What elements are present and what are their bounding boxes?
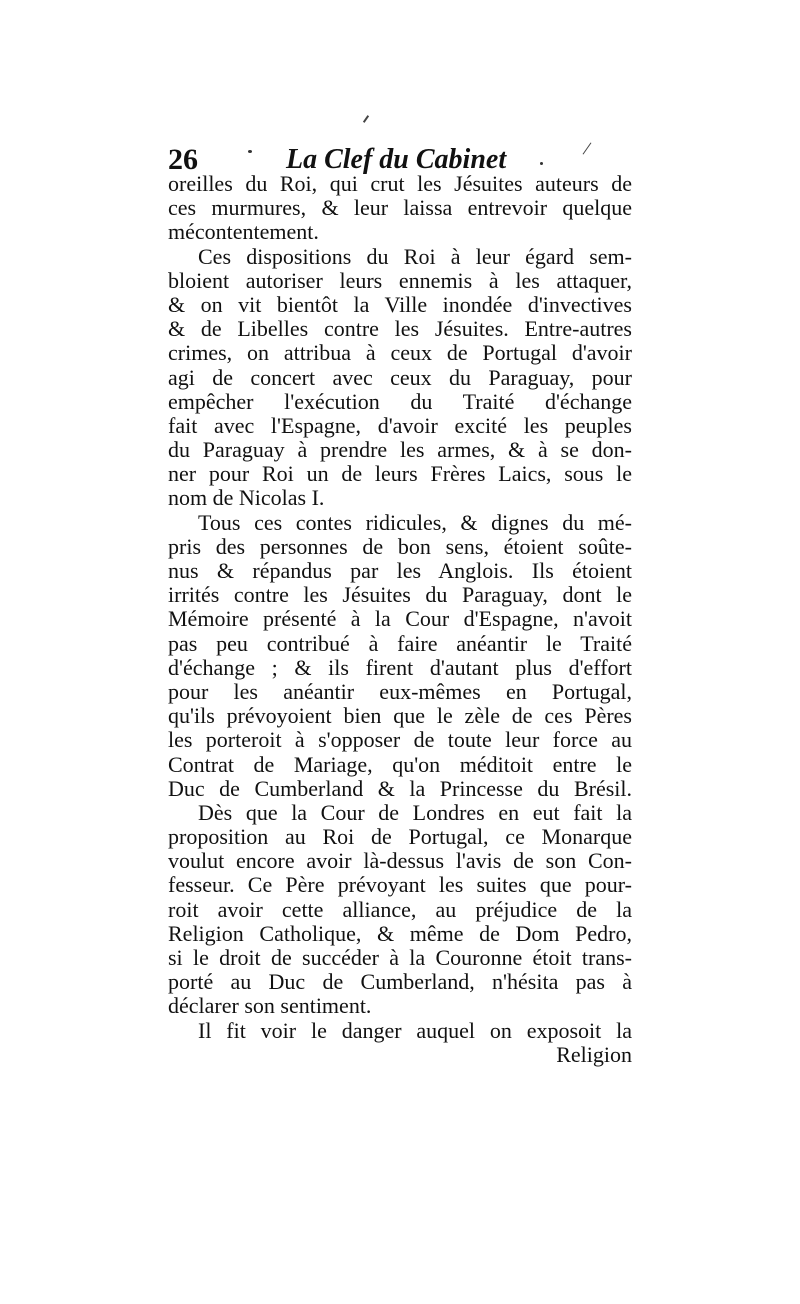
text-line: empêcher l'exécution du Traité d'échange <box>168 388 632 414</box>
text-line: fait avec l'Espagne, d'avoir excité les peuples <box>168 412 632 438</box>
text-line: pas peu contribué à faire anéantir le Traité <box>168 630 632 656</box>
text-line: les porteroit à s'opposer de toute leur force au <box>168 727 632 753</box>
text-line: voulut encore avoir là-dessus l'avis de son Con- <box>168 848 632 874</box>
text-line: nom de Nicolas I. <box>168 485 325 511</box>
text-line: ner pour Roi un de leurs Frères Laics, sous le <box>168 461 632 487</box>
text-line: Dès que la Cour de Londres en eut fait la <box>198 799 632 825</box>
text-line: crimes, on attribua à ceux de Portugal d'avoir <box>168 340 632 366</box>
text-line: Ces dispositions du Roi à leur égard sem- <box>198 243 632 269</box>
text-line: bloient autoriser leurs ennemis à les attaquer, <box>168 267 632 293</box>
text-line: pris des personnes de bon sens, étoient soûte- <box>168 533 632 559</box>
body-text <box>168 172 632 1067</box>
text-line: & on vit bientôt la Ville inondée d'invectives <box>168 291 632 317</box>
text-line: porté au Duc de Cumberland, n'hésita pas à <box>168 969 632 995</box>
text-line: du Paraguay à prendre les armes, & à se don- <box>168 437 632 463</box>
page-number: 26 <box>168 143 198 176</box>
text-line: mécontentement. <box>168 219 319 245</box>
text-line: si le droit de succéder à la Couronne étoit trans- <box>168 945 632 970</box>
text-line: irrités contre les Jésuites du Paraguay, dont le <box>168 582 632 608</box>
text-line: proposition au Roi de Portugal, ce Monarque <box>168 824 632 850</box>
text-line: pour les anéantir eux-mêmes en Portugal, <box>168 678 632 704</box>
text-line: Tous ces contes ridicules, & dignes du mé- <box>198 509 632 535</box>
text-line: déclarer son sentiment. <box>168 993 372 1019</box>
text-line: agi de concert avec ceux du Paraguay, pour <box>168 364 632 390</box>
running-title: La Clef du Cabinet <box>286 144 507 175</box>
catchword: Religion <box>556 1041 632 1067</box>
text-line: qu'ils prévoyoient bien que le zèle de ces Pères <box>168 703 632 729</box>
text-line: Contrat de Mariage, qu'on méditoit entre le <box>168 751 632 777</box>
text-line: Mémoire présenté à la Cour d'Espagne, n'avoit <box>168 606 632 632</box>
text-line: Religion Catholique, & même de Dom Pedro, <box>168 920 632 946</box>
text-line: Duc de Cumberland & la Princesse du Brésil. <box>168 775 632 801</box>
text-line: d'échange ; & ils firent d'autant plus d'effort <box>168 654 632 680</box>
ink-mark <box>363 115 369 123</box>
text-line: Il fit voir le danger auquel on exposoit la <box>198 1017 632 1043</box>
text-line: & de Libelles contre les Jésuites. Entre-autres <box>168 316 632 342</box>
text-line: oreilles du Roi, qui crut les Jésuites auteurs de <box>168 171 632 196</box>
text-line: fesseur. Ce Père prévoyant les suites que pour- <box>168 872 632 898</box>
text-line: roit avoir cette alliance, au préjudice de la <box>168 896 632 922</box>
text-line: nus & répandus par les Anglois. Ils étoient <box>168 558 632 583</box>
text-line: ces murmures, & leur laissa entrevoir quelque <box>168 195 632 221</box>
